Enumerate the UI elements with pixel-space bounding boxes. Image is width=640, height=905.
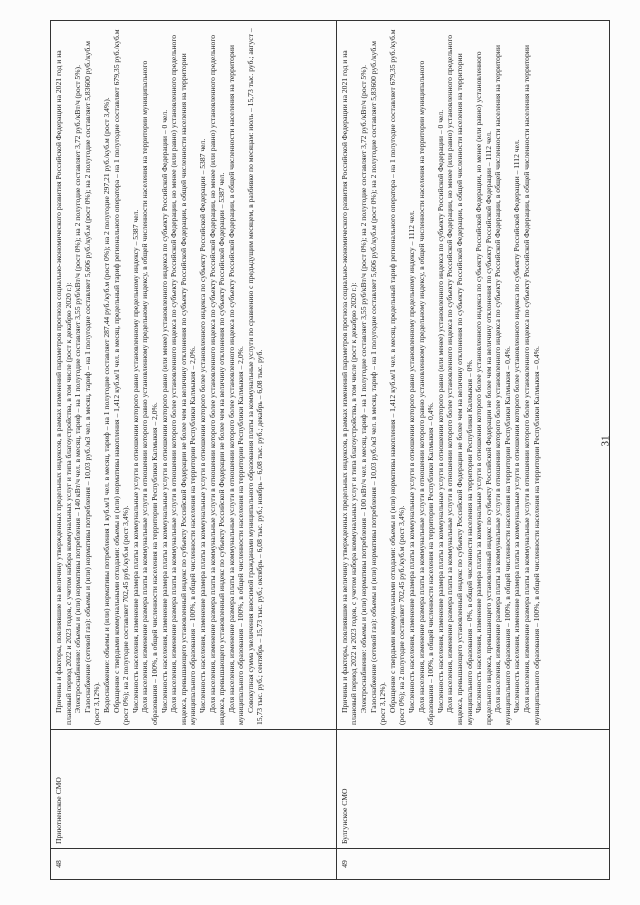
table-body: [51, 21, 610, 880]
paragraph: Причины и факторы, повлиявшие на величину утвержденных предельных индексов, в рамках изменений параметров прогноза социально-экономического развития Российской Федерации на 2021 год и на плановый период 2022 и 2023 годов, с учетом набора коммунальных услуг и типа благоустройства, в том числе (рост к декабрю 2020 г.):: [339, 50, 359, 725]
municipality-name: Булгунское СМО: [336, 730, 609, 849]
paragraph: Электроснабжение: объемы и (или) нормативы потребления – 100 кВт/ч чел. в месяц, тариф – на 1 полугодие составляет 3,55 руб/кВт/ч (рост 0%); на 2 полугодие составляет 3,72 руб./кВт/ч (рост 5%).: [358, 65, 368, 713]
paragraph: Газоснабжение (сетевой газ): объемы и (или) нормативы потребления – 10,03 руб./м3 чел. в месяц, тариф – на 1 полугодие составляет 5,606 руб./куб.м (рост 0%); на 2 полугодие составляет 5,83600 руб./куб.м (рост 3,12%).: [82, 41, 102, 725]
row-description: [336, 21, 609, 730]
paragraph: Обращение с твердыми коммунальными отходами: объемы и (или) нормативы накопления – 1,412 куб.м/1 чел. в месяц, предельный тариф регионального оператора – на 1 полугодие составляет 679,35 руб./куб.м (рост 0%); на 2 полугодие составляет 702,45 руб./куб.м (рост 3,4%).: [111, 29, 131, 725]
row-description: [51, 21, 337, 730]
paragraph: Обращение с твердыми коммунальными отходами: объемы и (или) нормативы накопления – 1,412 куб.м/1 чел. в месяц, предельный тариф регионального оператора – на 1 полугодие составляет 679,35 руб./куб.м (рост 0%); на 2 полугодие составляет 702,45 руб./куб.м (рост 3,4%).: [387, 29, 407, 725]
paragraph: Газоснабжение (сетевой газ): объемы и (или) нормативы потребления – 10,03 руб./м3 чел. в месяц, тариф – на 1 полугодие составляет 5,606 руб./куб.м (рост 0%); на 2 полугодие составляет 5,83600 руб./куб.м (рост 3,12%).: [368, 41, 388, 725]
paragraph: Численность населения, изменение размера платы за коммунальные услуги в отношении которого более установленного индекса по субъекту Российской Федерации – 1112 чел.: [512, 139, 522, 713]
municipality-name: Приютненское СМО: [51, 730, 337, 849]
paragraph: Численность населения, изменение размера платы за коммунальные услуги в отношении которого равно установленному предельному индексу – 1112 чел.: [406, 210, 416, 713]
row-number: 49: [336, 849, 609, 880]
table-row: [51, 21, 337, 880]
paragraph: Совокупная сумма увеличения вносимой гражданами муниципального образования платы за коммунальные услуги по сравнению с предыдущим месяцем, в разбивке по месяцам: июль – 15,73 тыс. руб.; август – 15,73 тыс. руб.; сентябрь – 15,73 тыс. руб.; октябрь – 6,08 тыс. руб.; ноябрь – 6,08 тыс. руб.; декабрь – 6,08 тыс. руб.: [245, 28, 265, 725]
paragraph: Доля населения, изменение размера платы за коммунальные услуги в отношении которого равно установленному предельному индексу, в общей численности населения на территории муниципального образования – 100%, в общей численности населения на территории Республики Калмыкия – 2,0%.: [140, 60, 159, 725]
rotated-table-container: [50, 20, 610, 880]
row-number: 48: [51, 849, 337, 880]
paragraph: Доля населения, изменение размера платы за коммунальные услуги в отношении которого равно установленному предельному индексу, в общей численности населения на территории муниципального образования – 100%, в общей численности населения на территории Республики Калмыкия – 0,4%.: [416, 60, 436, 725]
paragraph: Численность населения, изменение размера платы за коммунальные услуги в отношении которого равно установленному предельному индексу – 5387 чел.: [130, 209, 140, 713]
paragraph: Доля населения, изменение размера платы за коммунальные услуги в отношении которого более установленного индекса по субъекту Российской Федерации, в общей численности населения на территории муниципального образования – 100%, в общей численности населения на территории Республики Калмыкия – 2,0%.: [226, 45, 246, 725]
paragraph: Доля населения, изменение размера платы за коммунальные услуги в отношении которого более установленного индекса по субъекту Российской Федерации, но менее (или равно) установленного предельного индекса, превышающего установленный индекс по субъекту Российской Федерации не более чем на величину отклонения по субъекту Российской Федерации, в общей численности населения на территории муниципального образования – 0%, в общей численности населения на территории Республики Калмыкия – 0%.: [445, 34, 474, 725]
municipality-table: [50, 20, 610, 880]
paragraph: Доля населения, изменение размера платы за коммунальные услуги в отношении которого более установленного индекса по субъекту Российской Федерации, но менее (или равно) установленного предельного индекса, превышающего установленный индекс по субъекту Российской Федерации не более чем на величину отклонения по субъекту Российской Федерации – 5387 чел.: [207, 34, 227, 725]
paragraph: Доля населения, изменение размера платы за коммунальные услуги в отношении которого более установленного индекса по субъекту Российской Федерации, в общей численности населения на территории муниципального образования – 100%, в общей численности населения на территории Республики Калмыкия – 0,4%.: [493, 45, 512, 725]
paragraph: Электроснабжение: объемы и (или) нормативы потребления – 140 кВт/ч чел. в месяц, тариф – на 1 полугодие составляет 3,55 руб/кВт/ч (рост 0%); на 2 полугодие составляет 3,72 руб./кВт/ч (рост 5%).: [73, 65, 83, 713]
paragraph: Численность населения, изменение размера платы за коммунальные услуги в отношении которого равно (или менее) установленного индекса по субъекту Российской Федерации – 0 чел.: [159, 109, 169, 713]
paragraph: Причины и факторы, повлиявшие на величину утвержденных предельных индексов, в рамках изменений параметров прогноза социально-экономического развития Российской Федерации на 2021 год и на плановый период 2022 и 2023 годов, с учетом набора коммунальных услуг и типа благоустройства, в том числе (рост к декабрю 2020 г.):: [54, 50, 73, 725]
paragraph: Водоснабжение: объемы и (или) нормативы потребления 1 куб.м/1 чел. в месяц, тариф – на 1 полугодие составляет 287,44 руб./куб.м (рост 0%); на 2 полугодие 297,21 руб./куб.м (рост 3,4%).: [101, 97, 111, 713]
paragraph: Доля населения, изменение размера платы за коммунальные услуги в отношении которого более установленного индекса по субъекту Российской Федерации, но менее (или равно) установленного предельного индекса, превышающего установленный индекс по субъекту Российской Федерации не более чем на величину отклонения по субъекту Российской Федерации, в общей численности населения на территории муниципального образования – 100%, в общей численности населения на территории Республики Калмыкия – 2,0%.: [169, 34, 198, 725]
paragraph: Доля населения, изменение размера платы за коммунальные услуги в отношении которого более установленного индекса по субъекту Российской Федерации, в общей численности населения на территории муниципального образования – 100%, в общей численности населения на территории Республики Калмыкия – 0,4%.: [522, 45, 541, 725]
page-number: 31: [599, 435, 612, 447]
paragraph: Численность населения, изменение размера платы за коммунальные услуги в отношении которого более установленного индекса по субъекту Российской Федерации, но менее (или равно) установленного предельного индекса, превышающего установленный индекс по субъекту Российской Федерации не более чем на величину отклонения по субъекту Российской Федерации – 1112 чел.: [474, 51, 493, 725]
paragraph: Численность населения, изменение размера платы за коммунальные услуги в отношении которого равно (или менее) установленного индекса по субъекту Российской Федерации – 0 чел.: [435, 109, 445, 713]
paragraph: Численность населения, изменение размера платы за коммунальные услуги в отношении которого более установленного индекса по субъекту Российской Федерации – 5387 чел.: [197, 138, 207, 713]
table-row: [336, 21, 609, 880]
